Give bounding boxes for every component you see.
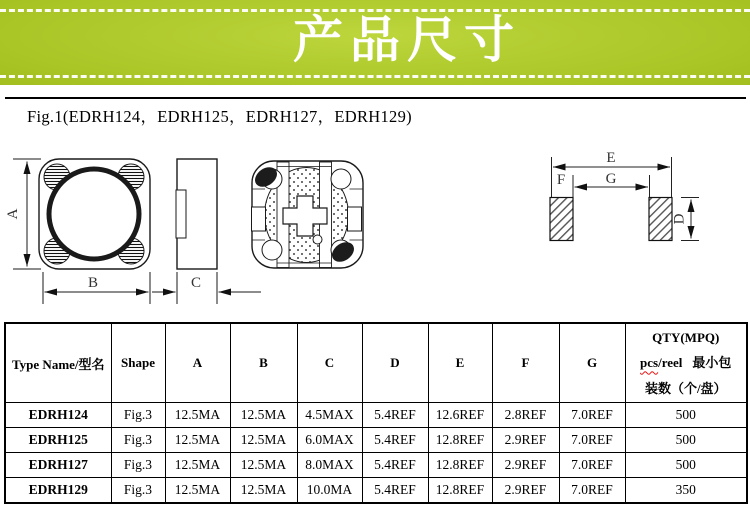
- cell-a: 12.5MA: [165, 453, 230, 478]
- cell-b: 12.5MA: [230, 453, 297, 478]
- cell-g: 7.0REF: [559, 403, 625, 428]
- cell-f: 2.8REF: [492, 403, 559, 428]
- dim-label-c: C: [190, 275, 202, 291]
- cell-qty: 350: [625, 478, 747, 504]
- qty-reel-text: /reel: [658, 355, 683, 371]
- cell-g: 7.0REF: [559, 453, 625, 478]
- col-header-a: A: [165, 323, 230, 403]
- table-header-row: [5, 323, 747, 403]
- cell-e: 12.8REF: [428, 453, 492, 478]
- cell-a: 12.5MA: [165, 403, 230, 428]
- cell-f: 2.9REF: [492, 428, 559, 453]
- cell-shape: Fig.3: [111, 453, 165, 478]
- qty-min-pack-text: 最小包: [692, 355, 732, 371]
- cell-qty: 500: [625, 403, 747, 428]
- cell-d: 5.4REF: [362, 428, 428, 453]
- bottom-view-drawing: [251, 161, 363, 268]
- right-pad: [649, 198, 672, 241]
- horizontal-rule: [5, 97, 746, 99]
- qty-pcs-text: pcs: [640, 355, 659, 371]
- table-row: [5, 403, 747, 428]
- col-header-d: D: [362, 323, 428, 403]
- cell-d: 5.4REF: [362, 403, 428, 428]
- cell-shape: Fig.3: [111, 478, 165, 504]
- cell-a: 12.5MA: [165, 428, 230, 453]
- pad-layout-drawing: [550, 150, 699, 241]
- dim-label-b: B: [87, 275, 99, 291]
- cell-type: EDRH124: [5, 403, 111, 428]
- col-header-g: G: [559, 323, 625, 403]
- table-row: [5, 478, 747, 504]
- cell-b: 12.5MA: [230, 403, 297, 428]
- dim-label-d: D: [671, 213, 688, 225]
- page-title: 产品尺寸: [293, 12, 521, 68]
- header-banner: [0, 0, 750, 85]
- table-row: [5, 453, 747, 478]
- cell-e: 12.8REF: [428, 428, 492, 453]
- qty-header-line3: 装数（个/盘）: [644, 380, 727, 396]
- dim-label-g: G: [605, 171, 617, 187]
- col-header-e: E: [428, 323, 492, 403]
- cell-e: 12.8REF: [428, 478, 492, 504]
- cell-b: 12.5MA: [230, 428, 297, 453]
- cell-f: 2.9REF: [492, 453, 559, 478]
- cell-c: 10.0MA: [297, 478, 362, 504]
- col-header-type: Type Name/型名: [5, 323, 111, 403]
- left-pad: [550, 198, 573, 241]
- dim-label-f: F: [556, 172, 566, 188]
- cell-shape: Fig.3: [111, 403, 165, 428]
- cell-e: 12.6REF: [428, 403, 492, 428]
- col-header-f: F: [492, 323, 559, 403]
- col-header-b: B: [230, 323, 297, 403]
- cell-qty: 500: [625, 428, 747, 453]
- col-header-shape: Shape: [111, 323, 165, 403]
- cell-type: EDRH125: [5, 428, 111, 453]
- cell-shape: Fig.3: [111, 428, 165, 453]
- side-view-drawing: [152, 159, 261, 304]
- table-row: [5, 428, 747, 453]
- dim-label-e: E: [606, 150, 616, 166]
- top-view-drawing: [5, 159, 150, 304]
- cell-g: 7.0REF: [559, 428, 625, 453]
- cell-c: 6.0MAX: [297, 428, 362, 453]
- banner-dashed-line-bottom: [0, 75, 750, 78]
- cell-type: EDRH129: [5, 478, 111, 504]
- figure-caption: Fig.1(EDRH124，EDRH125，EDRH127，EDRH129): [27, 107, 412, 126]
- cell-f: 2.9REF: [492, 478, 559, 504]
- cell-d: 5.4REF: [362, 478, 428, 504]
- dimensions-table: [4, 322, 748, 504]
- col-header-c: C: [297, 323, 362, 403]
- cell-c: 8.0MAX: [297, 453, 362, 478]
- qty-header-line1: QTY(MPQ): [652, 329, 720, 345]
- cell-g: 7.0REF: [559, 478, 625, 504]
- dim-label-a: A: [5, 208, 21, 220]
- qty-header-line2: [626, 350, 747, 375]
- cell-b: 12.5MA: [230, 478, 297, 504]
- cell-c: 4.5MAX: [297, 403, 362, 428]
- cell-d: 5.4REF: [362, 453, 428, 478]
- cell-a: 12.5MA: [165, 478, 230, 504]
- col-header-qty: [625, 323, 747, 403]
- cell-qty: 500: [625, 453, 747, 478]
- cell-type: EDRH127: [5, 453, 111, 478]
